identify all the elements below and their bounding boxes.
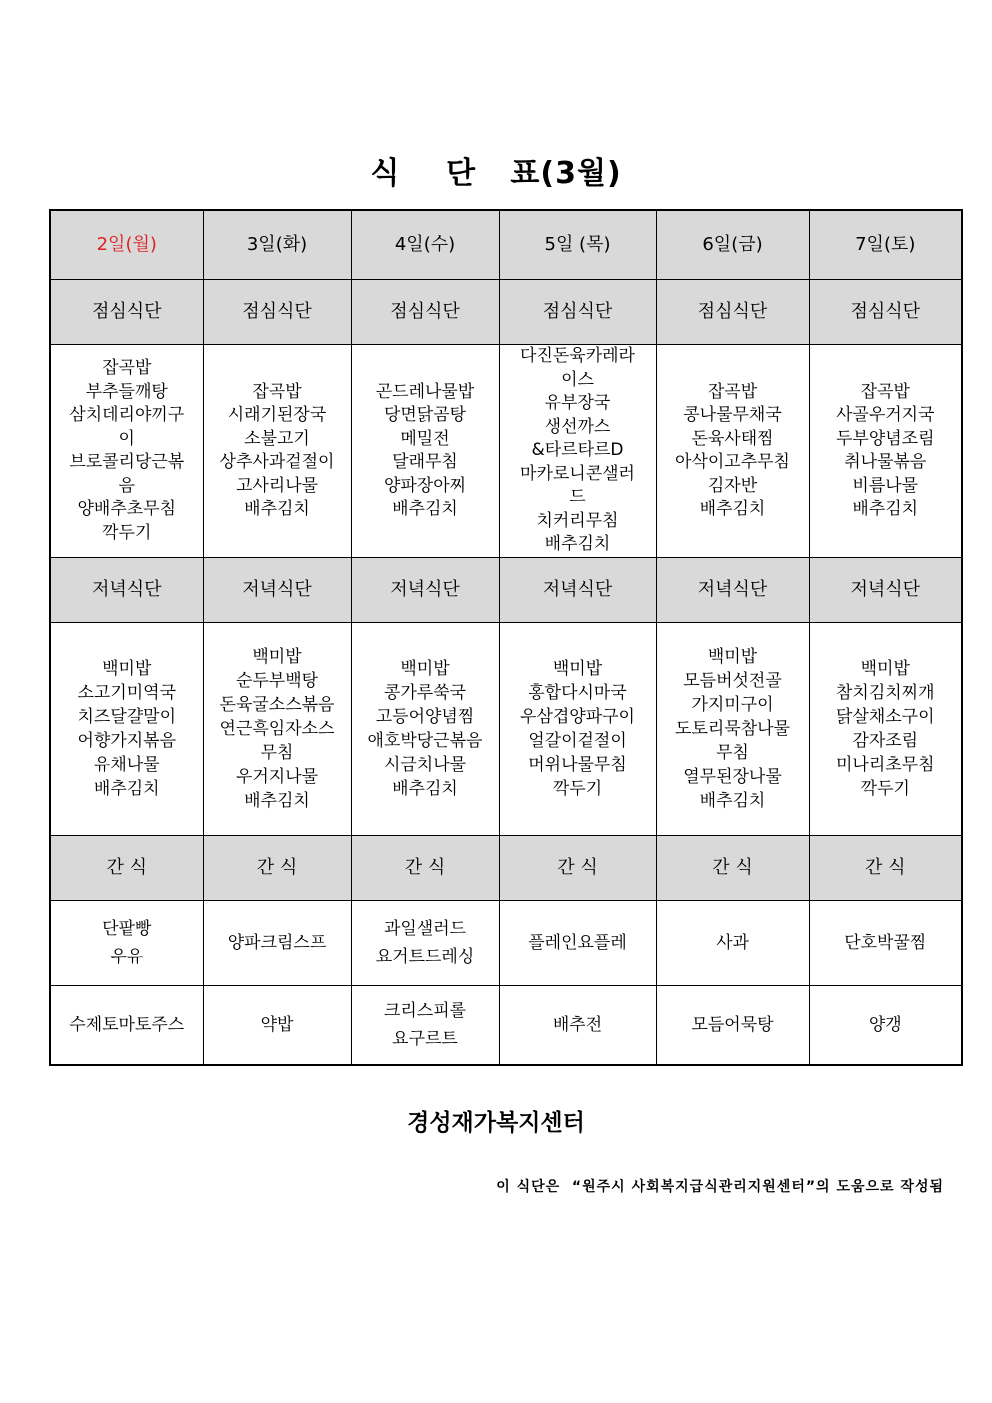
lunch-label-cell: 점심식단	[809, 280, 962, 345]
snack-label-cell: 간 식	[809, 836, 962, 901]
dinner-label-cell: 저녁식단	[499, 558, 656, 623]
menu-item: 치커리무침	[536, 510, 619, 531]
menu-item: 드	[569, 487, 586, 508]
lunch-label-cell: 점심식단	[50, 280, 203, 345]
dinner-menu-cell	[50, 623, 203, 836]
menu-item: 배추김치	[852, 499, 919, 519]
lunch-menu-cell	[809, 345, 962, 558]
menu-item: 마카로니콘샐러	[520, 463, 635, 484]
dinner-label-cell: 저녁식단	[351, 558, 499, 623]
menu-item: 깍두기	[552, 779, 603, 799]
menu-item: 콩나물무채국	[683, 405, 782, 425]
menu-item: 양갱	[868, 1015, 902, 1035]
dinner-label-cell: 저녁식단	[809, 558, 962, 623]
menu-item: 가지미구이	[691, 695, 774, 715]
menu-item: 배추김치	[244, 499, 310, 519]
day-header-cell: 6일(금)	[656, 210, 809, 280]
menu-item: 플레인요플레	[528, 933, 627, 953]
menu-item: 치즈달걀말이	[77, 707, 177, 727]
lunch-menu-cell	[50, 345, 203, 558]
day-header-cell: 3일(화)	[203, 210, 351, 280]
menu-item: 상추사과겉절이	[219, 452, 335, 472]
menu-item: 열무된장나물	[683, 767, 782, 787]
menu-item: 다진돈육카레라	[520, 346, 635, 367]
dinner-label-row	[50, 558, 962, 623]
menu-item: 삼치데리야끼구	[69, 405, 185, 425]
credit-note: 이 식단은 “원주시 사회복지급식관리지원센터”의 도움으로 작성됨	[496, 1179, 944, 1195]
menu-item: 백미밥	[860, 659, 910, 679]
menu-item: 잡곡밥	[860, 381, 910, 402]
menu-item: 감자조림	[852, 731, 919, 751]
menu-item: 돈육굴소스볶음	[219, 695, 335, 715]
menu-item: 백미밥	[252, 647, 302, 667]
menu-item: 배추전	[552, 1015, 603, 1035]
menu-item: 브로콜리당근볶	[69, 452, 185, 472]
menu-item: 잡곡밥	[252, 381, 302, 402]
menu-item: 얼갈이겉절이	[528, 731, 627, 751]
lunch-label-cell: 점심식단	[499, 280, 656, 345]
menu-item: 깍두기	[860, 779, 910, 799]
menu-item: 무침	[260, 743, 294, 763]
snack-cell	[656, 901, 809, 986]
dinner-label-cell: 저녁식단	[656, 558, 809, 623]
menu-item: 소불고기	[244, 428, 310, 449]
dinner-menu-row	[50, 623, 962, 836]
snack-label-cell: 간 식	[351, 836, 499, 901]
menu-item: 단팥빵	[102, 919, 152, 939]
menu-item: 당면닭곰탕	[383, 405, 467, 425]
menu-item: 닭살채소구이	[835, 707, 935, 727]
menu-item: 고사리나물	[235, 475, 319, 496]
menu-item: 배추김치	[392, 779, 458, 799]
snack-cell	[809, 986, 962, 1066]
menu-item: 생선까스	[544, 416, 611, 437]
day-header-row	[50, 210, 962, 280]
menu-item: 고등어양념찜	[375, 707, 475, 727]
snack-label-cell: 간 식	[203, 836, 351, 901]
menu-item: 약밥	[260, 1015, 294, 1035]
menu-item: 모듬어묵탕	[691, 1015, 774, 1035]
menu-item: 모듬버섯전골	[683, 671, 782, 691]
snack-cell	[50, 901, 203, 986]
snack-cell	[809, 901, 962, 986]
menu-item: 이스	[561, 369, 594, 390]
menu-item: 백미밥	[400, 659, 450, 679]
dinner-menu-cell	[656, 623, 809, 836]
menu-item: 양파크림스프	[227, 933, 327, 953]
menu-item: 백미밥	[707, 647, 758, 667]
snack-cell	[499, 901, 656, 986]
menu-item: 양배추초무침	[77, 499, 177, 519]
lunch-menu-cell	[499, 345, 656, 558]
menu-item: 우삼겹양파구이	[520, 707, 635, 727]
lunch-menu-cell	[351, 345, 499, 558]
dinner-menu-cell	[809, 623, 962, 836]
snack-label-cell: 간 식	[499, 836, 656, 901]
menu-item: 배추김치	[544, 534, 611, 555]
snack-label-cell: 간 식	[50, 836, 203, 901]
menu-item: 배추김치	[699, 499, 766, 519]
snack-cell	[351, 986, 499, 1066]
menu-item: 유채나물	[93, 755, 160, 775]
dinner-menu-cell	[499, 623, 656, 836]
menu-item: 취나물볶음	[844, 452, 927, 472]
menu-item: 유부장국	[544, 393, 611, 414]
snack-label-row	[50, 836, 962, 901]
lunch-label-cell: 점심식단	[203, 280, 351, 345]
menu-item: 김자반	[707, 475, 758, 496]
snack-cell	[499, 986, 656, 1066]
menu-item: 양파장아찌	[383, 475, 467, 496]
menu-item: 비름나물	[852, 475, 919, 496]
menu-item: 우유	[110, 947, 144, 967]
menu-item: 메밀전	[400, 428, 450, 449]
menu-item: 어향가지볶음	[77, 731, 177, 751]
snack-cell	[203, 901, 351, 986]
menu-item: 사과	[716, 933, 749, 953]
lunch-menu-cell	[203, 345, 351, 558]
snack-cell	[50, 986, 203, 1066]
snack-label-cell: 간 식	[656, 836, 809, 901]
menu-item: 무침	[716, 743, 749, 763]
menu-item: 요구르트	[392, 1029, 458, 1049]
menu-item: 배추김치	[244, 791, 310, 811]
menu-item: 이	[118, 428, 135, 449]
lunch-label-cell: 점심식단	[351, 280, 499, 345]
menu-item: 부추들깨탕	[85, 381, 168, 402]
menu-item: 콩가루쑥국	[383, 683, 467, 703]
menu-item: 도토리묵참나물	[675, 719, 790, 739]
snack-cell	[656, 986, 809, 1066]
menu-item: 배추김치	[699, 791, 766, 811]
lunch-label-row	[50, 280, 962, 345]
snack-cell	[351, 901, 499, 986]
menu-item: 소고기미역국	[77, 683, 177, 703]
menu-item: 사골우거지국	[835, 405, 935, 425]
menu-item: 순두부백탕	[235, 671, 319, 691]
menu-item: 배추김치	[93, 779, 160, 799]
menu-item: 곤드레나물밥	[375, 381, 475, 402]
menu-item: 백미밥	[102, 659, 152, 679]
day-header-cell: 5일 (목)	[499, 210, 656, 280]
menu-item: &타르타르D	[531, 440, 624, 461]
menu-item: 시래기된장국	[227, 405, 327, 425]
menu-item: 수제토마토주스	[69, 1015, 185, 1035]
menu-item: 단호박꿀찜	[844, 933, 927, 953]
menu-item: 시금치나물	[383, 755, 467, 775]
menu-item: 잡곡밥	[707, 381, 758, 402]
menu-item: 돈육사태찜	[691, 428, 774, 449]
menu-item: 애호박당근볶음	[367, 731, 483, 751]
day-header-cell: 2일(월)	[50, 210, 203, 280]
menu-item: 우거지나물	[235, 767, 319, 787]
day-header-cell: 4일(수)	[351, 210, 499, 280]
menu-item: 요거트드레싱	[375, 947, 475, 967]
lunch-menu-cell	[656, 345, 809, 558]
page-title: 식 단 표(3월)	[370, 156, 622, 191]
snack-cell	[203, 986, 351, 1066]
menu-item: 과일샐러드	[383, 919, 467, 939]
menu-item: 배추김치	[392, 499, 458, 519]
dinner-menu-cell	[351, 623, 499, 836]
organization-name: 경성재가복지센터	[407, 1110, 585, 1136]
snack-first-row	[50, 901, 962, 986]
lunch-menu-row	[50, 345, 962, 558]
menu-item: 참치김치찌개	[835, 683, 935, 703]
menu-item: 홍합다시마국	[528, 683, 627, 703]
day-header-cell: 7일(토)	[809, 210, 962, 280]
snack-second-row	[50, 986, 962, 1066]
menu-item: 미나리초무침	[835, 755, 935, 775]
dinner-label-cell: 저녁식단	[50, 558, 203, 623]
dinner-menu-cell	[203, 623, 351, 836]
menu-item: 두부양념조림	[835, 428, 935, 449]
menu-item: 아삭이고추무침	[675, 452, 790, 472]
menu-item: 잡곡밥	[102, 358, 152, 378]
dinner-label-cell: 저녁식단	[203, 558, 351, 623]
menu-item: 머위나물무침	[528, 755, 627, 775]
menu-item: 달래무침	[392, 452, 458, 472]
menu-item: 백미밥	[552, 659, 603, 679]
menu-item: 크리스피롤	[383, 1001, 467, 1021]
menu-table	[49, 209, 963, 1066]
menu-item: 깍두기	[102, 522, 152, 543]
menu-item: 음	[118, 475, 135, 496]
menu-item: 연근흑임자소스	[219, 719, 335, 739]
lunch-label-cell: 점심식단	[656, 280, 809, 345]
